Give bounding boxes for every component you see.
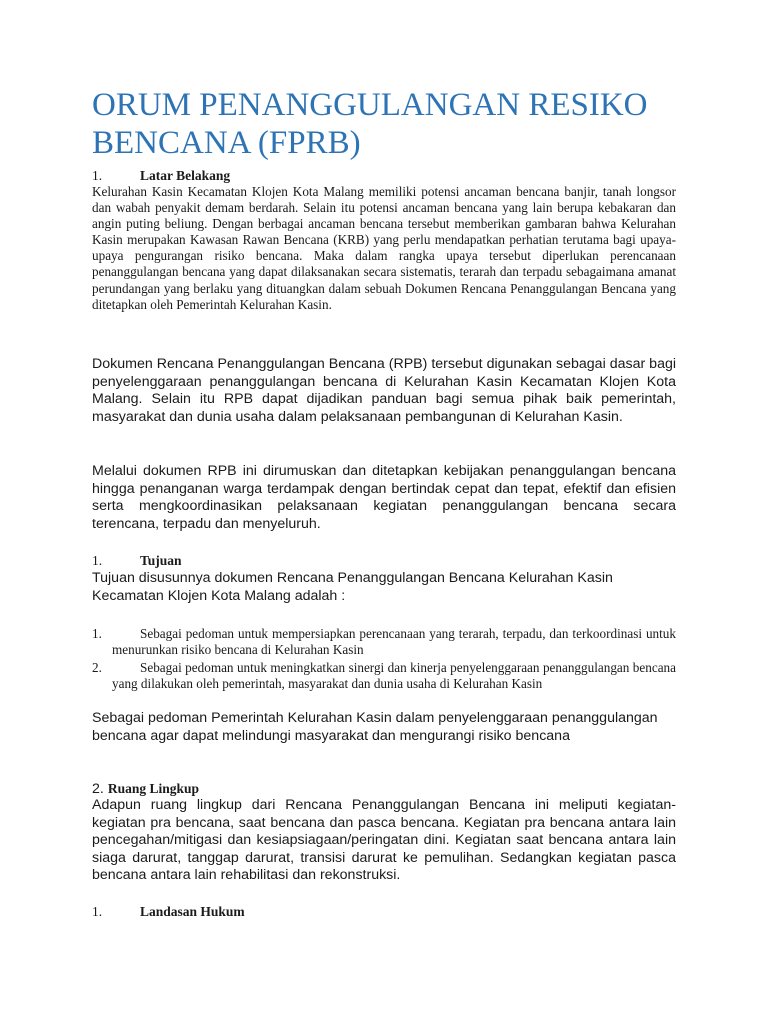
tujuan-closing: Sebagai pedoman Pemerintah Kelurahan Kasin dalam penyelenggaraan penanggulangan bencana agar dapat melindungi masyarakat dan mengurangi risiko bencana [92,710,658,744]
heading-ruang-lingkup [92,780,199,798]
list-item [92,660,676,692]
list-item-number: 1. [92,626,102,641]
list-item-text: Sebagai pedoman untuk meningkatkan sinergi dan kinerja penyelenggaraan penanggulangan bencana yang dilakukan oleh pemerintah, masyarakat dan dunia usaha di Kelurahan Kasin [112,660,676,692]
heading-text: Tujuan [140,553,182,568]
list-item [92,626,676,658]
list-item-text: Sebagai pedoman untuk mempersiapkan perencanaan yang terarah, terpadu, dan terkoordinasi untuk menurunkan risiko bencana di Kelurahan Kasin [112,626,676,658]
latar-paragraph-2: Dokumen Rencana Penanggulangan Bencana (RPB) tersebut digunakan sebagai dasar bagi penyelenggaraan penanggulangan bencana di Kelurahan Kasin Kecamatan Klojen Kota Malang. Selain itu RPB dapat dijadikan panduan bagi semua pihak baik pemerintah, masyarakat dan dunia usaha dalam pelaksanaan pembangunan di Kelurahan Kasin. [92,356,676,425]
latar-paragraph-3: Melalui dokumen RPB ini dirumuskan dan ditetapkan kebijakan penanggulangan bencana hingga penanganan warga terdampak dengan bertindak cepat dan tepat, efektif dan efisien serta mengkoordinasikan pelaksanaan kegiatan penanggulangan bencana secara terencana, terpadu dan menyeluruh. [92,463,676,532]
latar-paragraph-1: Kelurahan Kasin Kecamatan Klojen Kota Malang memiliki potensi ancaman bencana banjir, tanah longsor dan wabah penyakit demam berdarah. Selain itu potensi ancaman bencana yang lain berupa kebakaran dan angin puting beliung. Dengan berbagai ancaman bencana tersebut memberikan gambaran bahwa Kelurahan Kasin merupakan Kawasan Rawan Bencana (KRB) yang perlu mendapatkan perhatian terutama bagi upaya-upaya pengurangan risiko bencana. Maka dalam rangka upaya tersebut diperlukan perencanaan penanggulangan bencana yang dapat dilaksanakan secara sistematis, terarah dan terpadu sebagaimana amanat perundangan yang berlaku yang dituangkan dalam sebuah Dokumen Rencana Penanggulangan Bencana yang ditetapkan oleh Pemerintah Kelurahan Kasin. [92,184,676,312]
heading-text: Landasan Hukum [140,904,245,919]
heading-number: 2. [92,781,104,797]
ruang-paragraph: Adapun ruang lingkup dari Rencana Penanggulangan Bencana ini meliputi kegiatan-kegiatan pra bencana, saat bencana dan pasca bencana. Kegiatan pra bencana antara lain pencegahan/mitigasi dan kesiapsiagaan/peringatan dini. Kegiatan saat bencana antara lain siaga darurat, tanggap darurat, transisi darurat ke pemulihan. Sedangkan kegiatan pasca bencana antara lain rehabilitasi dan rekonstruksi. [92,797,676,883]
heading-text: Ruang Lingkup [107,781,200,796]
document-title: ORUM PENANGGULANGAN RESIKO BENCANA (FPRB) [92,87,648,161]
heading-text: Latar Belakang [140,168,231,183]
list-item-number: 2. [92,660,102,675]
tujuan-intro: Tujuan disusunnya dokumen Rencana Penanggulangan Bencana Kelurahan Kasin Kecamatan Klojen Kota Malang adalah : [92,570,613,604]
heading-number: 1. [92,168,103,183]
heading-number: 1. [92,553,103,568]
heading-number: 1. [92,904,103,919]
